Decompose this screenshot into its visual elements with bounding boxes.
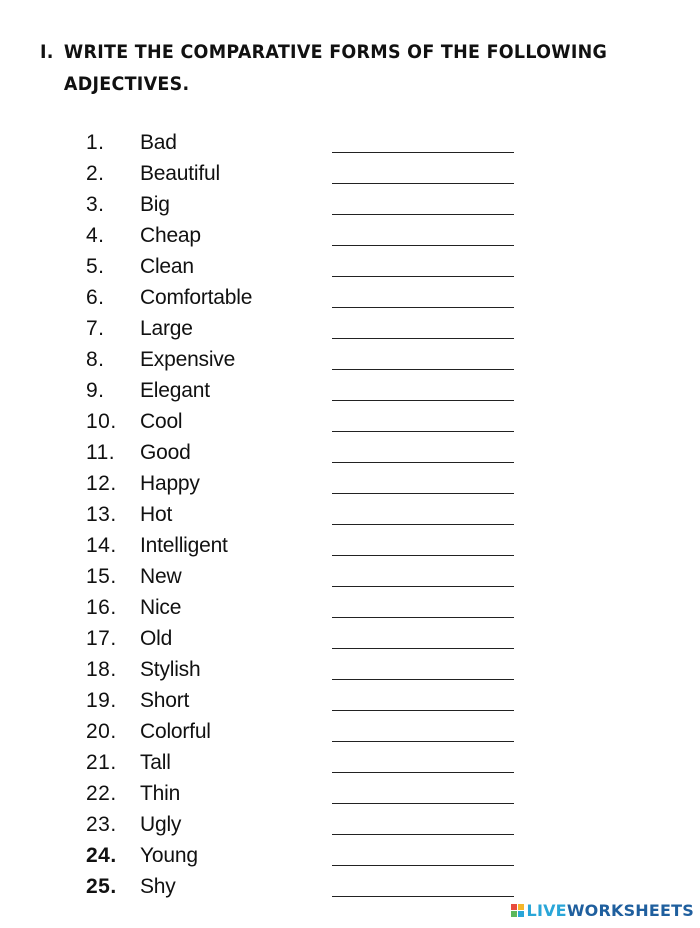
item-number: 25. (86, 875, 117, 898)
item-number: 2. (86, 162, 105, 185)
adjective-word: Colorful (140, 720, 211, 743)
adjective-word: Expensive (140, 348, 236, 371)
adjective-word: Big (140, 193, 170, 216)
heading-line-1: WRITE THE COMPARATIVE FORMS OF THE FOLLOWING (63, 41, 608, 63)
adjective-word: Bad (140, 131, 177, 154)
watermark-text (527, 901, 694, 920)
item-number: 5. (86, 255, 105, 278)
list-item (0, 252, 700, 283)
adjective-word: Comfortable (140, 286, 253, 309)
answer-blank[interactable] (332, 183, 514, 184)
list-item (0, 717, 700, 748)
item-number: 12. (86, 472, 117, 495)
list-item (0, 872, 700, 903)
item-number: 16. (86, 596, 117, 619)
item-number: 23. (86, 813, 117, 836)
adjective-list (0, 128, 700, 903)
item-number: 14. (86, 534, 117, 557)
answer-blank[interactable] (332, 214, 514, 215)
answer-blank[interactable] (332, 741, 514, 742)
adjective-word: Hot (140, 503, 173, 526)
list-item (0, 314, 700, 345)
list-item (0, 190, 700, 221)
adjective-word: Ugly (140, 813, 182, 836)
adjective-word: Intelligent (140, 534, 228, 557)
answer-blank[interactable] (332, 493, 514, 494)
adjective-word: Clean (140, 255, 194, 278)
list-item (0, 159, 700, 190)
logo-square-1 (511, 904, 517, 910)
logo-square-2 (518, 904, 524, 910)
answer-blank[interactable] (332, 834, 514, 835)
list-item (0, 624, 700, 655)
list-item (0, 748, 700, 779)
item-number: 15. (86, 565, 117, 588)
answer-blank[interactable] (332, 524, 514, 525)
answer-blank[interactable] (332, 586, 514, 587)
answer-blank[interactable] (332, 617, 514, 618)
item-number: 21. (86, 751, 117, 774)
answer-blank[interactable] (332, 710, 514, 711)
list-item (0, 686, 700, 717)
list-item (0, 593, 700, 624)
answer-blank[interactable] (332, 369, 514, 370)
worksheet-heading (40, 36, 638, 100)
adjective-word: Old (140, 627, 173, 650)
answer-blank[interactable] (332, 245, 514, 246)
answer-blank[interactable] (332, 679, 514, 680)
list-item (0, 376, 700, 407)
watermark-worksheets: WORKSHEETS (566, 901, 694, 920)
list-item (0, 283, 700, 314)
item-number: 4. (86, 224, 105, 247)
list-item (0, 128, 700, 159)
liveworksheets-logo-icon (511, 904, 524, 917)
answer-blank[interactable] (332, 555, 514, 556)
answer-blank[interactable] (332, 803, 514, 804)
logo-square-4 (518, 911, 524, 917)
answer-blank[interactable] (332, 431, 514, 432)
liveworksheets-watermark (511, 901, 694, 920)
list-item (0, 531, 700, 562)
list-item (0, 345, 700, 376)
item-number: 10. (86, 410, 117, 433)
adjective-word: Short (140, 689, 190, 712)
item-number: 8. (86, 348, 105, 371)
adjective-word: Beautiful (140, 162, 220, 185)
list-item (0, 407, 700, 438)
list-item (0, 810, 700, 841)
item-number: 11. (86, 441, 116, 464)
answer-blank[interactable] (332, 400, 514, 401)
watermark-live: LIVE (526, 901, 567, 920)
answer-blank[interactable] (332, 338, 514, 339)
adjective-word: Tall (140, 751, 171, 774)
adjective-word: Stylish (140, 658, 201, 681)
item-number: 3. (86, 193, 105, 216)
list-item (0, 779, 700, 810)
adjective-word: Shy (140, 875, 176, 898)
item-number: 20. (86, 720, 117, 743)
item-number: 1. (86, 131, 105, 154)
adjective-word: Elegant (140, 379, 210, 402)
adjective-word: Nice (140, 596, 182, 619)
item-number: 24. (86, 844, 117, 867)
item-number: 19. (86, 689, 117, 712)
item-number: 13. (86, 503, 117, 526)
list-item (0, 841, 700, 872)
adjective-word: Good (140, 441, 191, 464)
item-number: 22. (86, 782, 117, 805)
item-number: 6. (86, 286, 105, 309)
list-item (0, 221, 700, 252)
answer-blank[interactable] (332, 152, 514, 153)
adjective-word: Cool (140, 410, 183, 433)
answer-blank[interactable] (332, 896, 514, 897)
adjective-word: Happy (140, 472, 200, 495)
list-item (0, 500, 700, 531)
list-item (0, 438, 700, 469)
item-number: 9. (86, 379, 105, 402)
list-item (0, 655, 700, 686)
list-item (0, 469, 700, 500)
item-number: 18. (86, 658, 117, 681)
adjective-word: Cheap (140, 224, 201, 247)
adjective-word: Large (140, 317, 193, 340)
answer-blank[interactable] (332, 772, 514, 773)
adjective-word: Young (140, 844, 198, 867)
item-number: 17. (86, 627, 117, 650)
answer-blank[interactable] (332, 276, 514, 277)
answer-blank[interactable] (332, 307, 514, 308)
item-number: 7. (86, 317, 105, 340)
section-numeral: I. (40, 41, 54, 63)
logo-square-3 (511, 911, 517, 917)
list-item (0, 562, 700, 593)
adjective-word: New (140, 565, 182, 588)
heading-line-2: ADJECTIVES. (63, 73, 190, 95)
adjective-word: Thin (140, 782, 181, 805)
answer-blank[interactable] (332, 648, 514, 649)
answer-blank[interactable] (332, 865, 514, 866)
answer-blank[interactable] (332, 462, 514, 463)
